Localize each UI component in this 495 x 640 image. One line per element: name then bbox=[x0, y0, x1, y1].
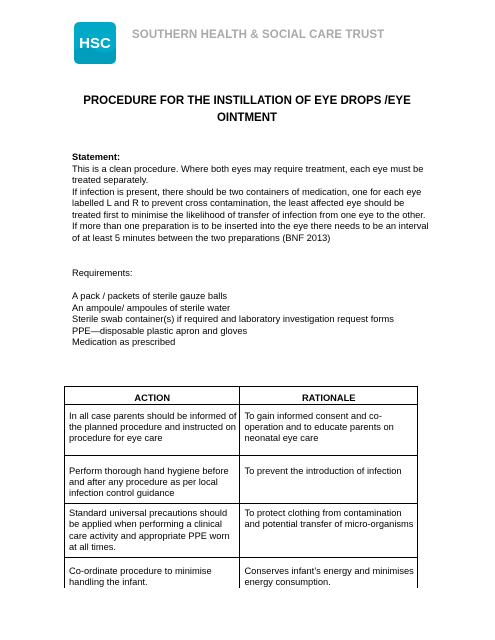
title-line-1: PROCEDURE FOR THE INSTILLATION OF EYE DROPS /EYE bbox=[83, 95, 411, 107]
requirement-item: PPE—disposable plastic apron and gloves bbox=[72, 325, 248, 336]
table-row bbox=[65, 566, 418, 588]
hsc-logo bbox=[72, 20, 118, 66]
statement-section bbox=[72, 152, 432, 244]
title-line-2: OINTMENT bbox=[216, 112, 278, 124]
rationale-cell: To protect clothing from contamination and potential transfer of micro-organisms bbox=[240, 508, 418, 553]
rationale-cell: To gain informed consent and co-operation and to educate parents on neonatal eye care bbox=[240, 411, 418, 445]
requirement-item: An ampoule/ ampoules of sterile water bbox=[72, 302, 231, 313]
statement-heading: Statement: bbox=[72, 152, 121, 162]
table-header-row bbox=[65, 387, 418, 405]
column-header-rationale: RATIONALE bbox=[240, 387, 418, 405]
logo-text: HSC bbox=[79, 35, 111, 52]
table-row bbox=[65, 466, 418, 500]
requirements-section bbox=[72, 268, 432, 349]
column-header-action: ACTION bbox=[65, 387, 240, 405]
document-title bbox=[72, 93, 422, 127]
procedure-table bbox=[64, 386, 418, 588]
requirements-heading: Requirements: bbox=[72, 268, 133, 278]
action-cell: In all case parents should be informed of the planned procedure and instructed on procedure for eye care bbox=[65, 411, 240, 445]
table-row bbox=[65, 411, 418, 445]
table-row bbox=[65, 508, 418, 553]
rationale-cell: Conserves infant’s energy and minimises energy consumption. bbox=[240, 566, 418, 588]
rationale-cell: To prevent the introduction of infection bbox=[240, 466, 418, 500]
statement-paragraph: This is a clean procedure. Where both eyes may require treatment, each eye must be treated separately. bbox=[72, 163, 424, 185]
trust-name: SOUTHERN HEALTH & SOCIAL CARE TRUST bbox=[132, 29, 385, 41]
action-cell: Perform thorough hand hygiene before and after any procedure as per local infection control guidance bbox=[65, 466, 240, 500]
statement-paragraph: If more than one preparation is to be inserted into the eye there needs to be an interval of at least 5 minutes between the two preparations (BNF 2013) bbox=[72, 221, 429, 243]
requirement-item: Medication as prescribed bbox=[72, 337, 176, 347]
requirement-item: Sterile swab container(s) if required and laboratory investigation request forms bbox=[72, 314, 394, 324]
action-cell: Standard universal precautions should be applied when performing a clinical care activity and appropriate PPE worn at all times. bbox=[65, 508, 240, 553]
action-cell: Co-ordinate procedure to minimise handling the infant. bbox=[65, 566, 240, 588]
requirement-item: A pack / packets of sterile gauze balls bbox=[72, 291, 228, 301]
statement-paragraph: If infection is present, there should be two containers of medication, one for each eye labelled L and R to prevent cross contamination, the least affected eye should be treated first to minimise the likelihood of transfer of infection from one eye to the other. bbox=[72, 186, 426, 220]
